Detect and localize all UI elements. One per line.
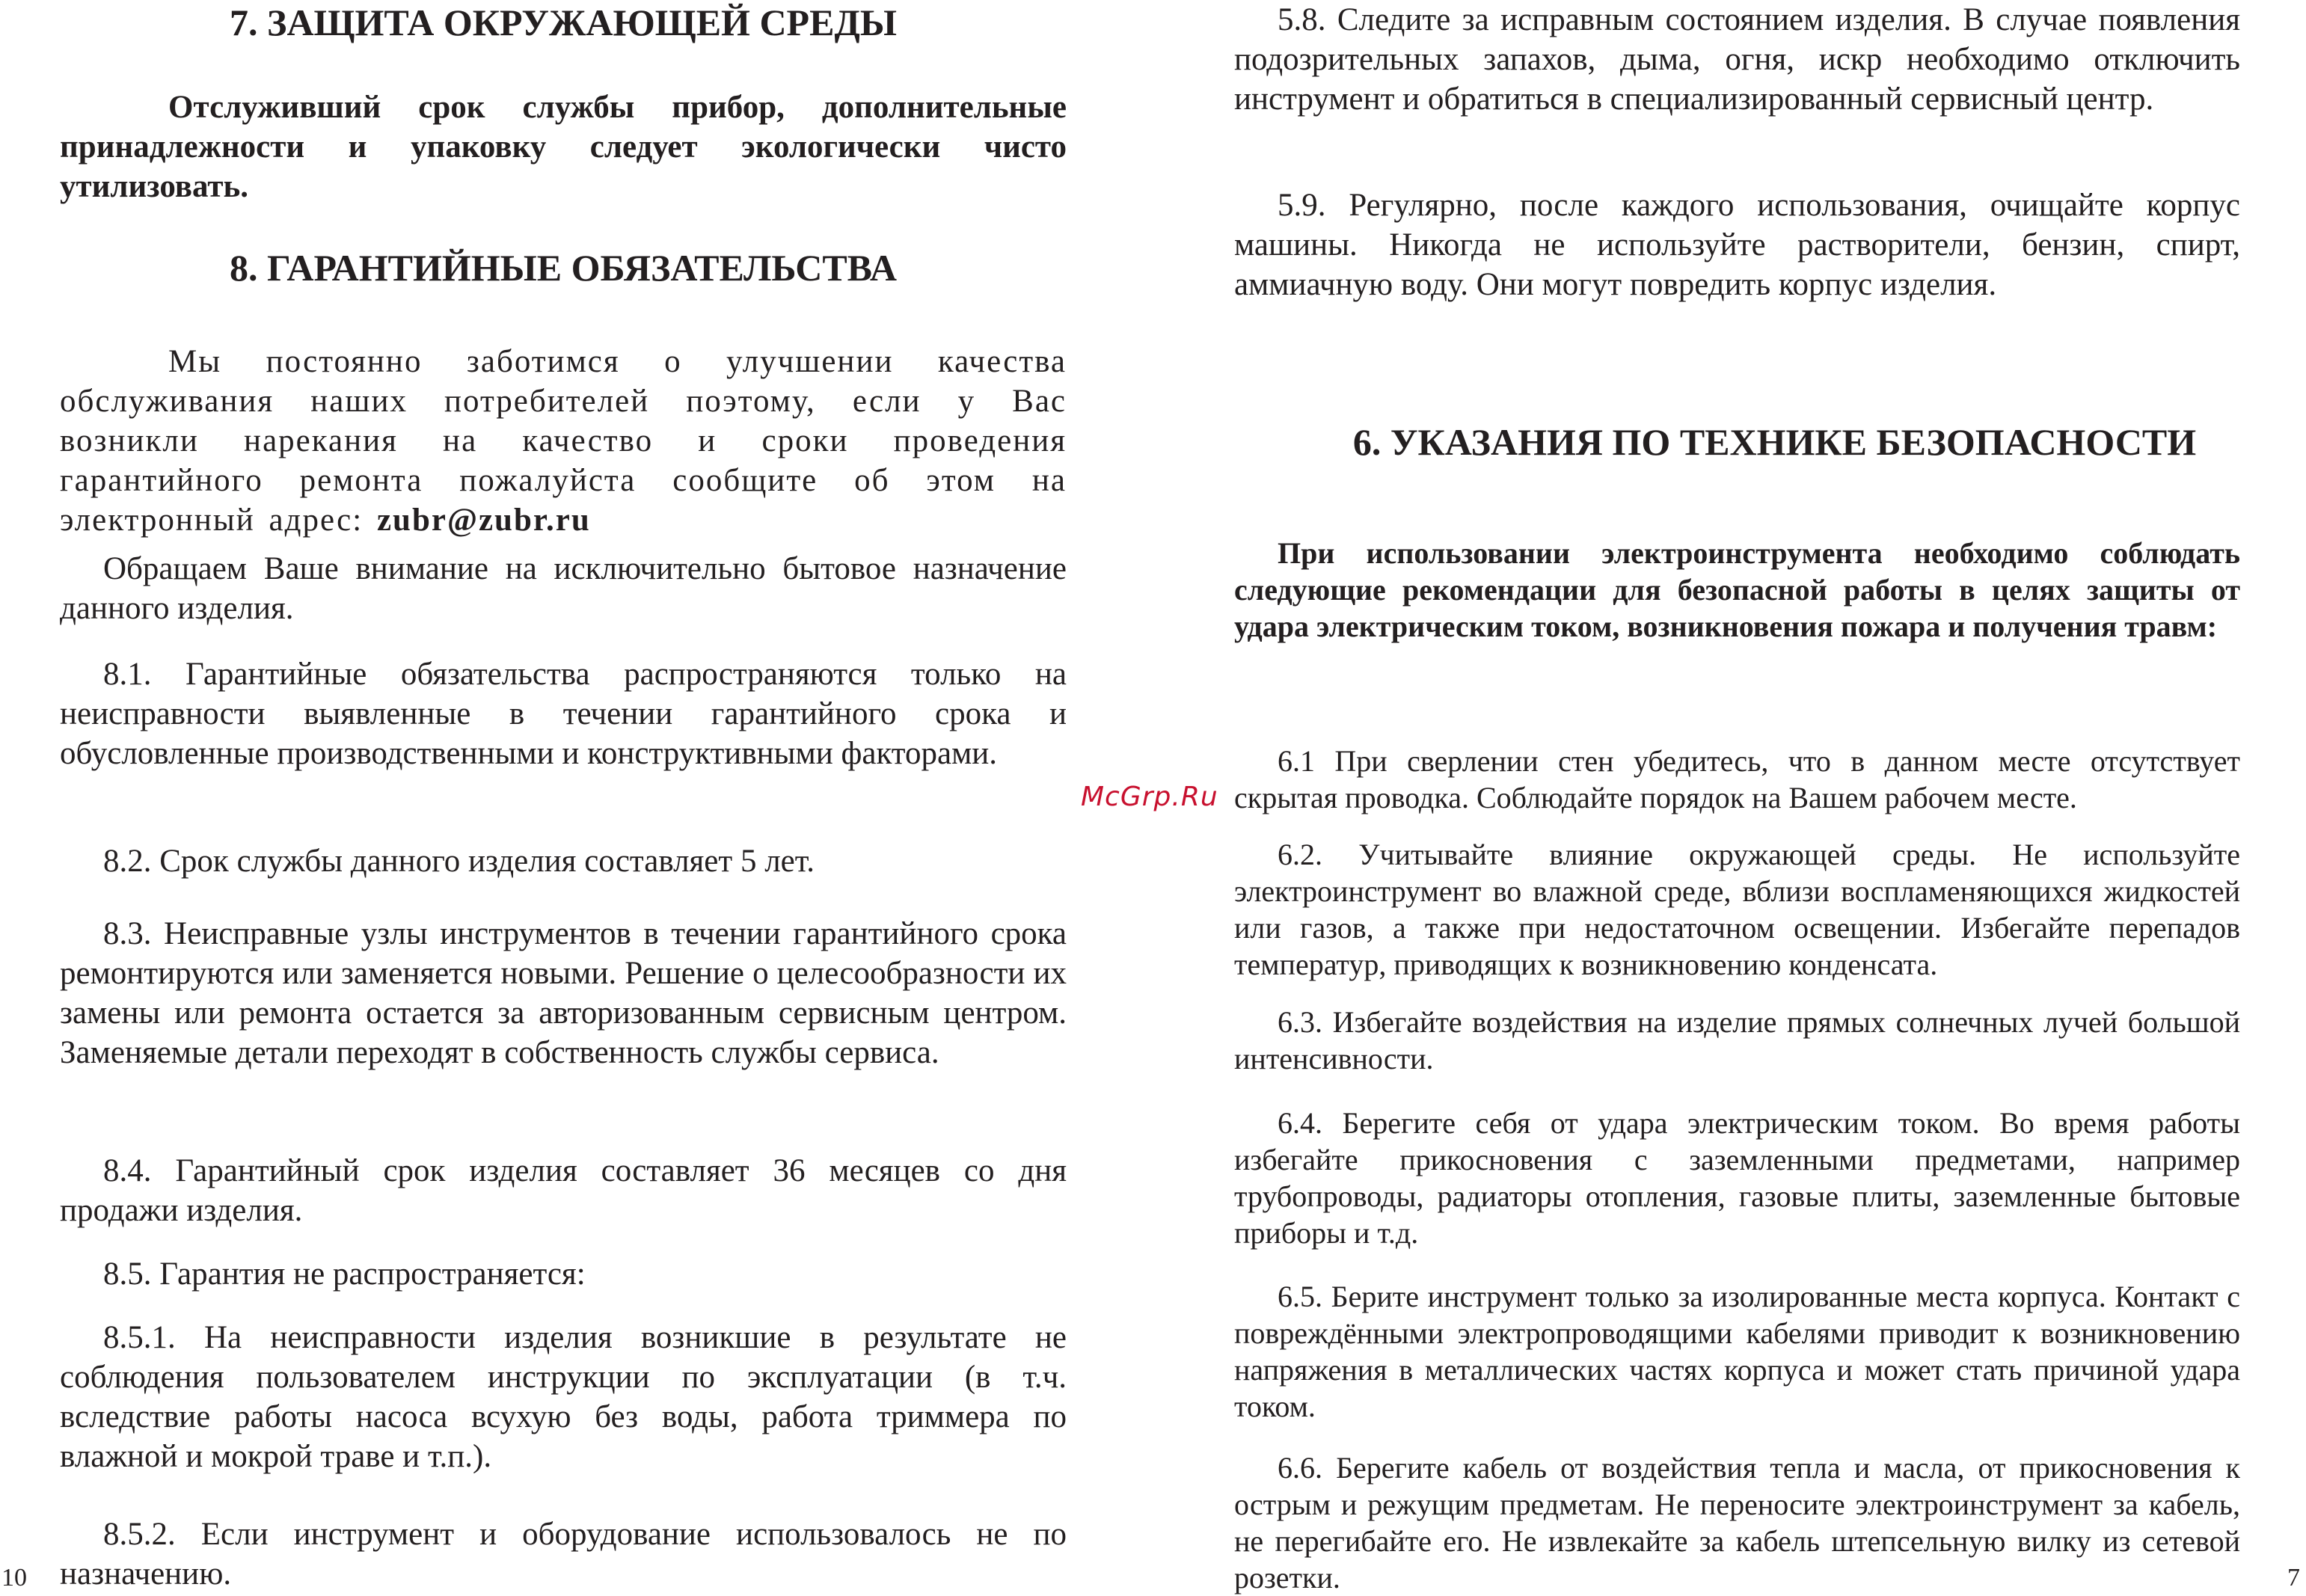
- warranty-intro: [60, 342, 1067, 540]
- clause-8-2: 8.2. Срок службы данного изделия составляет 5 лет.: [103, 844, 815, 879]
- watermark: McGrp.Ru: [1081, 782, 1218, 812]
- clause-6-3: 6.3. Избегайте воздействия на изделие прямых солнечных лучей большой интенсивности.: [1234, 1005, 2240, 1075]
- section-8-title: 8. ГАРАНТИЙНЫЕ ОБЯЗАТЕЛЬСТВА: [230, 247, 897, 289]
- warranty-intro-text: Мы постоянно заботимся о улучшении качества обслуживания наших потребителей поэтому, если у Вас возникли нарекания на качество и сроки проведения гарантийного ремонта пожалуйста сообщите об этом на электронный адрес:: [60, 344, 1067, 538]
- clause-5-8: 5.8. Следите за исправным состоянием изделия. В случае появления подозрительных запахов, дыма, огня, искр необходимо отключить инструмент и обратиться в специализированный сервисный центр.: [1234, 2, 2240, 117]
- section-6-intro: При использовании электроинструмента необходимо соблюдать следующие рекомендации для безопасной работы в целях защиты от удара электрическим током, возникновения пожара и получения травм:: [1234, 536, 2240, 643]
- clause-8-1: 8.1. Гарантийные обязательства распространяются только на неисправности выявленные в течении гарантийного срока и обусловленные производственными и конструктивными факторами.: [60, 657, 1067, 771]
- clause-8-5-2: 8.5.2. Если инструмент и оборудование использовалось не по назначению.: [60, 1517, 1067, 1592]
- section-7-title: 7. ЗАЩИТА ОКРУЖАЮЩЕЙ СРЕДЫ: [230, 1, 897, 43]
- clause-8-4: 8.4. Гарантийный срок изделия составляет 36 месяцев со дня продажи изделия.: [60, 1153, 1067, 1228]
- clause-5-9: 5.9. Регулярно, после каждого использования, очищайте корпус машины. Никогда не используйте растворители, бензин, спирт, аммиачную воду. Они могут повредить корпус изделия.: [1234, 188, 2240, 302]
- clause-6-6: 6.6. Берегите кабель от воздействия тепла и масла, от прикосновения к острым и режущим предметам. Не переносите электроинструмент за кабель, не перегибайте его. Не извлекайте за кабель штепсельную вилку из сетевой розетки.: [1234, 1451, 2240, 1595]
- clause-6-4: 6.4. Берегите себя от удара электрическим током. Во время работы избегайте прикосновения с заземленными предметами, например трубопроводы, радиаторы отопления, газовые плиты, заземленные бытовые приборы и т.д.: [1234, 1106, 2240, 1250]
- clause-8-3: 8.3. Неисправные узлы инструментов в течении гарантийного срока ремонтируются или заменяется новыми. Решение о целесообразности их замены или ремонта остается за авторизованным сервисным центром. Заменяемые детали переходят в собственность службы сервиса.: [60, 916, 1067, 1070]
- clause-8-5: 8.5. Гарантия не распространяется:: [103, 1256, 586, 1292]
- right-page-number: 7: [2287, 1564, 2300, 1592]
- clause-8-5-1: 8.5.1. На неисправности изделия возникшие в результате не соблюдения пользователем инструкции по эксплуатации (в т.ч. вследствие работы насоса всухую без воды, работа триммера по влажной и мокрой траве и т.п.).: [60, 1320, 1067, 1474]
- section-7-text: Отслуживший срок службы прибор, дополнительные принадлежности и упаковку следует экологически чисто утилизовать.: [60, 90, 1067, 204]
- left-page-number: 10: [1, 1564, 27, 1592]
- section-6-title: 6. УКАЗАНИЯ ПО ТЕХНИКЕ БЕЗОПАСНОСТИ: [1352, 421, 2197, 463]
- contact-email: zubr@zubr.ru: [376, 503, 591, 538]
- clause-6-2: 6.2. Учитывайте влияние окружающей среды. Не используйте электроинструмент во влажной среде, вблизи воспламеняющихся жидкостей или газов, а также при недостаточном освещении. Избегайте перепадов температур, приводящих к возникновению конденсата.: [1234, 838, 2240, 981]
- clause-6-1: 6.1 При сверлении стен убедитесь, что в данном месте отсутствует скрытая проводка. Соблюдайте порядок на Вашем рабочем месте.: [1234, 744, 2240, 814]
- clause-6-5: 6.5. Берите инструмент только за изолированные места корпуса. Контакт с повреждёнными электропроводящими кабелями приводит к возникновению напряжения в металлических частях корпуса и может стать причиной удара током.: [1234, 1280, 2240, 1423]
- domestic-use-notice: Обращаем Ваше внимание на исключительно бытовое назначение данного изделия.: [60, 551, 1067, 626]
